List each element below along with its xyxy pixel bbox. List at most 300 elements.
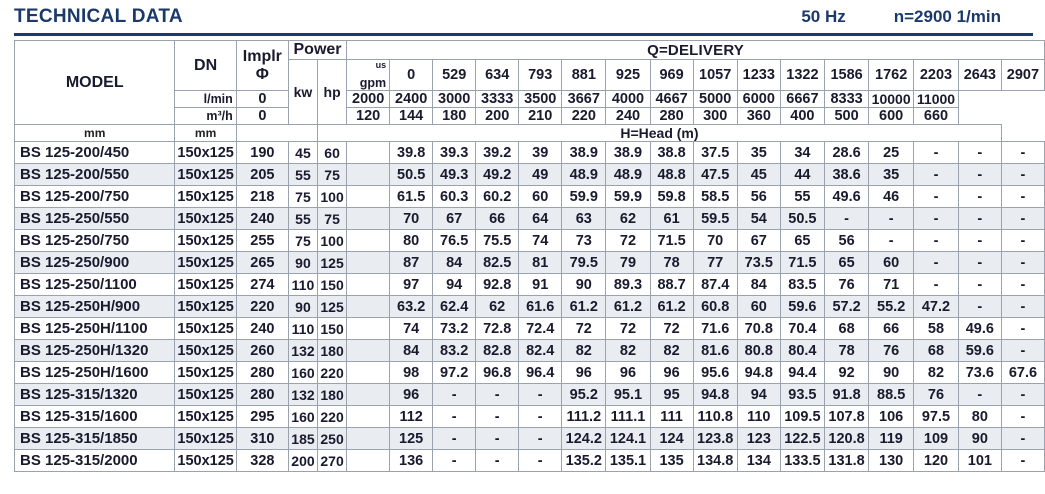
- flow-lmin-12: 8333: [824, 91, 868, 108]
- cell-power-hp: 60: [318, 142, 347, 164]
- cell-head-6: 96: [650, 362, 693, 384]
- cell-head-4: 79.5: [562, 252, 606, 274]
- cell-head-0: 98: [390, 362, 433, 384]
- cell-head-5: 72: [606, 318, 650, 340]
- cell-head-12: -: [914, 208, 959, 230]
- cell-head-1: -: [433, 450, 476, 472]
- cell-head-11: 76: [869, 340, 914, 362]
- cell-head-1: 39.3: [433, 142, 476, 164]
- cell-head-13: -: [958, 384, 1001, 406]
- cell-head-0: 39.8: [390, 142, 433, 164]
- cell-unit-spacer: [347, 318, 390, 340]
- cell-head-14: -: [1001, 428, 1044, 450]
- cell-head-13: -: [958, 252, 1001, 274]
- cell-head-13: 80: [958, 406, 1001, 428]
- cell-head-12: 47.2: [914, 296, 959, 318]
- cell-head-6: 59.8: [650, 186, 693, 208]
- cell-dn: 150x125: [175, 318, 236, 340]
- cell-power-hp: 150: [318, 274, 347, 296]
- cell-head-14: -: [1001, 252, 1044, 274]
- cell-head-12: 97.5: [914, 406, 959, 428]
- cell-impeller: 205: [236, 164, 288, 186]
- flow-lmin-13: 10000: [869, 91, 914, 108]
- cell-impeller: 310: [236, 428, 288, 450]
- flow-m3h-5: 210: [519, 108, 562, 125]
- cell-head-0: 112: [390, 406, 433, 428]
- cell-power-kw: 110: [288, 318, 317, 340]
- cell-head-6: 82: [650, 340, 693, 362]
- cell-head-12: 82: [914, 362, 959, 384]
- flow-lmin-14: 11000: [914, 91, 959, 108]
- cell-head-9: 65: [780, 230, 824, 252]
- flow-m3h-7: 240: [606, 108, 650, 125]
- cell-unit-spacer: [347, 450, 390, 472]
- cell-unit-spacer: [347, 252, 390, 274]
- cell-head-0: 50.5: [390, 164, 433, 186]
- cell-model: BS 125-250/750: [15, 230, 175, 252]
- cell-head-2: 66: [476, 208, 519, 230]
- cell-head-9: 50.5: [780, 208, 824, 230]
- cell-head-11: 25: [869, 142, 914, 164]
- cell-head-2: 49.2: [476, 164, 519, 186]
- cell-head-7: 60.8: [693, 296, 737, 318]
- cell-head-10: 56: [824, 230, 868, 252]
- col-model: MODEL: [15, 41, 175, 125]
- cell-impeller: 240: [236, 318, 288, 340]
- cell-head-0: 125: [390, 428, 433, 450]
- header-divider: [14, 33, 1033, 36]
- cell-head-4: 48.9: [562, 164, 606, 186]
- cell-power-kw: 55: [288, 164, 317, 186]
- flow-m3h-3: 180: [433, 108, 476, 125]
- flow-gpm-13: 2643: [958, 60, 1001, 91]
- cell-head-10: 78: [824, 340, 868, 362]
- cell-head-12: 76: [914, 384, 959, 406]
- cell-model: BS 125-250/900: [15, 252, 175, 274]
- cell-head-13: 101: [958, 450, 1001, 472]
- unit-m3h: m³/h: [175, 108, 236, 125]
- cell-head-0: 84: [390, 340, 433, 362]
- cell-head-11: 130: [869, 450, 914, 472]
- cell-head-9: 83.5: [780, 274, 824, 296]
- cell-dn: 150x125: [175, 230, 236, 252]
- cell-head-14: -: [1001, 340, 1044, 362]
- col-dn: DN: [175, 41, 236, 91]
- flow-lmin-1: 2000: [347, 91, 390, 108]
- cell-dn: 150x125: [175, 208, 236, 230]
- cell-head-2: 82.8: [476, 340, 519, 362]
- flow-gpm-6: 969: [650, 60, 693, 91]
- cell-head-13: -: [958, 208, 1001, 230]
- cell-head-0: 97: [390, 274, 433, 296]
- col-impeller-symbol: Φ: [255, 65, 269, 83]
- table-body: [15, 142, 1045, 472]
- power-spacer: [236, 125, 317, 142]
- cell-head-11: 71: [869, 274, 914, 296]
- table-row: [15, 274, 1045, 296]
- page-title: TECHNICAL DATA: [14, 6, 183, 27]
- unit-lmin: l/min: [175, 91, 236, 108]
- cell-unit-spacer: [347, 428, 390, 450]
- cell-model: BS 125-200/550: [15, 164, 175, 186]
- cell-head-8: 134: [737, 450, 780, 472]
- table-row: [15, 450, 1045, 472]
- cell-head-4: 61.2: [562, 296, 606, 318]
- cell-head-8: 35: [737, 142, 780, 164]
- cell-head-12: -: [914, 252, 959, 274]
- cell-head-5: 59.9: [606, 186, 650, 208]
- cell-head-0: 70: [390, 208, 433, 230]
- cell-head-8: 94.8: [737, 362, 780, 384]
- cell-head-4: 73: [562, 230, 606, 252]
- cell-head-6: 88.7: [650, 274, 693, 296]
- table-row: [15, 208, 1045, 230]
- cell-unit-spacer: [347, 274, 390, 296]
- cell-head-12: 120: [914, 450, 959, 472]
- cell-head-11: 119: [869, 428, 914, 450]
- cell-head-1: -: [433, 384, 476, 406]
- flow-lmin-3: 3000: [433, 91, 476, 108]
- cell-head-14: -: [1001, 142, 1044, 164]
- cell-head-7: 87.4: [693, 274, 737, 296]
- cell-head-11: 60: [869, 252, 914, 274]
- cell-head-8: 123: [737, 428, 780, 450]
- cell-head-14: -: [1001, 230, 1044, 252]
- cell-head-10: 107.8: [824, 406, 868, 428]
- cell-head-10: 120.8: [824, 428, 868, 450]
- cell-head-3: -: [519, 406, 562, 428]
- table-row: [15, 296, 1045, 318]
- table-row: [15, 164, 1045, 186]
- cell-head-9: 70.4: [780, 318, 824, 340]
- cell-head-1: 73.2: [433, 318, 476, 340]
- flow-lmin-2: 2400: [390, 91, 433, 108]
- unit-impeller: mm: [175, 125, 236, 142]
- cell-unit-spacer: [347, 362, 390, 384]
- cell-head-1: 62.4: [433, 296, 476, 318]
- cell-head-14: -: [1001, 186, 1044, 208]
- cell-head-4: 82: [562, 340, 606, 362]
- cell-model: BS 125-315/2000: [15, 450, 175, 472]
- flow-m3h-2: 144: [390, 108, 433, 125]
- cell-head-14: -: [1001, 208, 1044, 230]
- cell-head-2: -: [476, 428, 519, 450]
- cell-head-2: 60.2: [476, 186, 519, 208]
- cell-head-9: 122.5: [780, 428, 824, 450]
- cell-power-hp: 125: [318, 252, 347, 274]
- cell-power-kw: 45: [288, 142, 317, 164]
- cell-unit-spacer: [347, 164, 390, 186]
- table-row: [15, 252, 1045, 274]
- cell-head-5: 82: [606, 340, 650, 362]
- cell-head-3: 39: [519, 142, 562, 164]
- cell-dn: 150x125: [175, 450, 236, 472]
- flow-gpm-3: 793: [519, 60, 562, 91]
- cell-head-8: 84: [737, 274, 780, 296]
- cell-model: BS 125-250/550: [15, 208, 175, 230]
- cell-model: BS 125-250H/1320: [15, 340, 175, 362]
- cell-unit-spacer: [347, 406, 390, 428]
- flow-gpm-11: 1762: [869, 60, 914, 91]
- cell-head-9: 55: [780, 186, 824, 208]
- cell-head-5: 48.9: [606, 164, 650, 186]
- cell-impeller: 218: [236, 186, 288, 208]
- cell-head-1: 60.3: [433, 186, 476, 208]
- cell-head-2: 39.2: [476, 142, 519, 164]
- cell-head-2: -: [476, 384, 519, 406]
- table-row: [15, 230, 1045, 252]
- cell-power-hp: 75: [318, 164, 347, 186]
- cell-head-12: -: [914, 164, 959, 186]
- cell-head-1: 84: [433, 252, 476, 274]
- cell-head-3: 81: [519, 252, 562, 274]
- col-q-delivery: Q=DELIVERY: [347, 41, 1045, 60]
- cell-head-1: 76.5: [433, 230, 476, 252]
- cell-head-0: 61.5: [390, 186, 433, 208]
- cell-head-12: -: [914, 142, 959, 164]
- flow-m3h-4: 200: [476, 108, 519, 125]
- cell-head-4: 96: [562, 362, 606, 384]
- cell-head-4: 95.2: [562, 384, 606, 406]
- cell-power-kw: 200: [288, 450, 317, 472]
- cell-head-10: 65: [824, 252, 868, 274]
- header-specs: [801, 7, 1035, 27]
- cell-head-2: -: [476, 450, 519, 472]
- cell-power-kw: 75: [288, 186, 317, 208]
- cell-head-14: -: [1001, 384, 1044, 406]
- cell-head-1: 97.2: [433, 362, 476, 384]
- table-row: [15, 406, 1045, 428]
- cell-head-8: 110: [737, 406, 780, 428]
- flow-m3h-1: 120: [347, 108, 390, 125]
- cell-model: BS 125-250/1100: [15, 274, 175, 296]
- cell-head-3: -: [519, 450, 562, 472]
- cell-unit-spacer: [347, 208, 390, 230]
- cell-head-7: 110.8: [693, 406, 737, 428]
- flow-m3h-6: 220: [562, 108, 606, 125]
- cell-head-3: 72.4: [519, 318, 562, 340]
- cell-head-4: 135.2: [562, 450, 606, 472]
- cell-head-13: -: [958, 186, 1001, 208]
- cell-head-6: 95: [650, 384, 693, 406]
- cell-head-10: 57.2: [824, 296, 868, 318]
- flow-gpm-5: 925: [606, 60, 650, 91]
- cell-head-0: 96: [390, 384, 433, 406]
- cell-head-5: 96: [606, 362, 650, 384]
- cell-head-6: 78: [650, 252, 693, 274]
- cell-head-6: 38.8: [650, 142, 693, 164]
- cell-model: BS 125-315/1850: [15, 428, 175, 450]
- col-impeller: [236, 41, 288, 91]
- cell-dn: 150x125: [175, 340, 236, 362]
- rpm-label: n=2900 1/min: [893, 7, 1001, 26]
- cell-head-6: 71.5: [650, 230, 693, 252]
- table-row: [15, 186, 1045, 208]
- cell-model: BS 125-200/450: [15, 142, 175, 164]
- cell-head-7: 58.5: [693, 186, 737, 208]
- cell-head-8: 70.8: [737, 318, 780, 340]
- cell-impeller: 260: [236, 340, 288, 362]
- cell-head-13: 49.6: [958, 318, 1001, 340]
- cell-head-10: 28.6: [824, 142, 868, 164]
- cell-head-1: 83.2: [433, 340, 476, 362]
- cell-unit-spacer: [347, 296, 390, 318]
- flow-m3h-9: 300: [693, 108, 737, 125]
- cell-power-hp: 150: [318, 318, 347, 340]
- cell-power-kw: 110: [288, 274, 317, 296]
- cell-head-5: 95.1: [606, 384, 650, 406]
- table-head: [15, 41, 1045, 142]
- cell-power-kw: 160: [288, 362, 317, 384]
- cell-power-hp: 250: [318, 428, 347, 450]
- col-power: Power: [288, 41, 346, 60]
- cell-power-hp: 220: [318, 362, 347, 384]
- cell-head-12: 58: [914, 318, 959, 340]
- cell-head-10: 49.6: [824, 186, 868, 208]
- cell-head-3: 96.4: [519, 362, 562, 384]
- cell-head-2: 62: [476, 296, 519, 318]
- cell-head-14: -: [1001, 274, 1044, 296]
- table-row: [15, 318, 1045, 340]
- cell-head-7: 71.6: [693, 318, 737, 340]
- cell-head-5: 89.3: [606, 274, 650, 296]
- cell-head-4: 63: [562, 208, 606, 230]
- cell-head-10: 131.8: [824, 450, 868, 472]
- cell-head-8: 80.8: [737, 340, 780, 362]
- cell-head-0: 74: [390, 318, 433, 340]
- cell-head-7: 134.8: [693, 450, 737, 472]
- cell-head-5: 79: [606, 252, 650, 274]
- cell-head-11: 46: [869, 186, 914, 208]
- cell-head-13: -: [958, 296, 1001, 318]
- flow-lmin-8: 4667: [650, 91, 693, 108]
- cell-power-hp: 180: [318, 340, 347, 362]
- col-power-hp: hp: [318, 60, 347, 125]
- cell-head-14: -: [1001, 164, 1044, 186]
- cell-head-5: 124.1: [606, 428, 650, 450]
- cell-head-7: 77: [693, 252, 737, 274]
- cell-power-kw: 90: [288, 252, 317, 274]
- cell-power-hp: 180: [318, 384, 347, 406]
- cell-head-13: 90: [958, 428, 1001, 450]
- cell-dn: 150x125: [175, 362, 236, 384]
- cell-impeller: 220: [236, 296, 288, 318]
- cell-dn: 150x125: [175, 384, 236, 406]
- cell-dn: 150x125: [175, 164, 236, 186]
- table-row: [15, 384, 1045, 406]
- flow-m3h-11: 400: [780, 108, 824, 125]
- cell-head-11: 88.5: [869, 384, 914, 406]
- cell-head-4: 111.2: [562, 406, 606, 428]
- cell-head-3: -: [519, 428, 562, 450]
- cell-power-hp: 270: [318, 450, 347, 472]
- flow-gpm-14: 2907: [1001, 60, 1044, 91]
- table-row: [15, 340, 1045, 362]
- cell-head-13: -: [958, 142, 1001, 164]
- cell-head-6: 72: [650, 318, 693, 340]
- flow-lmin-4: 3333: [476, 91, 519, 108]
- cell-head-2: 75.5: [476, 230, 519, 252]
- cell-head-7: 94.8: [693, 384, 737, 406]
- cell-impeller: 255: [236, 230, 288, 252]
- cell-power-kw: 75: [288, 230, 317, 252]
- cell-head-12: -: [914, 186, 959, 208]
- cell-head-11: 106: [869, 406, 914, 428]
- cell-impeller: 280: [236, 384, 288, 406]
- cell-head-1: 67: [433, 208, 476, 230]
- cell-head-11: -: [869, 208, 914, 230]
- cell-head-13: -: [958, 164, 1001, 186]
- cell-head-13: 73.6: [958, 362, 1001, 384]
- cell-head-3: 64: [519, 208, 562, 230]
- cell-dn: 150x125: [175, 428, 236, 450]
- cell-head-9: 71.5: [780, 252, 824, 274]
- cell-head-3: 82.4: [519, 340, 562, 362]
- cell-head-12: -: [914, 230, 959, 252]
- col-impeller-label: Implr: [242, 47, 282, 65]
- flow-gpm-8: 1233: [737, 60, 780, 91]
- cell-head-13: 59.6: [958, 340, 1001, 362]
- cell-head-1: 94: [433, 274, 476, 296]
- cell-head-2: 92.8: [476, 274, 519, 296]
- cell-unit-spacer: [347, 384, 390, 406]
- header-row-1: [15, 41, 1045, 60]
- cell-head-3: 49: [519, 164, 562, 186]
- cell-head-2: -: [476, 406, 519, 428]
- cell-power-kw: 90: [288, 296, 317, 318]
- cell-impeller: 295: [236, 406, 288, 428]
- cell-head-11: 90: [869, 362, 914, 384]
- cell-head-5: 61.2: [606, 296, 650, 318]
- flow-lmin-11: 6667: [780, 91, 824, 108]
- col-power-kw: kw: [288, 60, 317, 125]
- cell-head-11: 66: [869, 318, 914, 340]
- cell-power-kw: 160: [288, 406, 317, 428]
- table-row: [15, 362, 1045, 384]
- flow-gpm-2: 634: [476, 60, 519, 91]
- cell-head-8: 54: [737, 208, 780, 230]
- header-row-units: [15, 125, 1045, 142]
- cell-dn: 150x125: [175, 406, 236, 428]
- cell-head-3: -: [519, 384, 562, 406]
- cell-dn: 150x125: [175, 252, 236, 274]
- cell-head-4: 38.9: [562, 142, 606, 164]
- cell-head-12: -: [914, 274, 959, 296]
- cell-head-9: 94.4: [780, 362, 824, 384]
- cell-head-6: 111: [650, 406, 693, 428]
- cell-power-hp: 75: [318, 208, 347, 230]
- cell-power-hp: 100: [318, 230, 347, 252]
- flow-gpm-0: 0: [390, 60, 433, 91]
- cell-head-13: -: [958, 230, 1001, 252]
- cell-unit-spacer: [347, 230, 390, 252]
- cell-head-5: 111.1: [606, 406, 650, 428]
- flow-gpm-9: 1322: [780, 60, 824, 91]
- cell-dn: 150x125: [175, 274, 236, 296]
- cell-head-10: 91.8: [824, 384, 868, 406]
- cell-head-10: 92: [824, 362, 868, 384]
- cell-head-11: 55.2: [869, 296, 914, 318]
- cell-head-14: -: [1001, 318, 1044, 340]
- cell-head-0: 87: [390, 252, 433, 274]
- table-row: [15, 428, 1045, 450]
- cell-head-4: 90: [562, 274, 606, 296]
- frequency-label: 50 Hz: [801, 7, 846, 26]
- cell-head-5: 62: [606, 208, 650, 230]
- flow-m3h-13: 600: [869, 108, 914, 125]
- cell-unit-spacer: [347, 340, 390, 362]
- cell-head-0: 63.2: [390, 296, 433, 318]
